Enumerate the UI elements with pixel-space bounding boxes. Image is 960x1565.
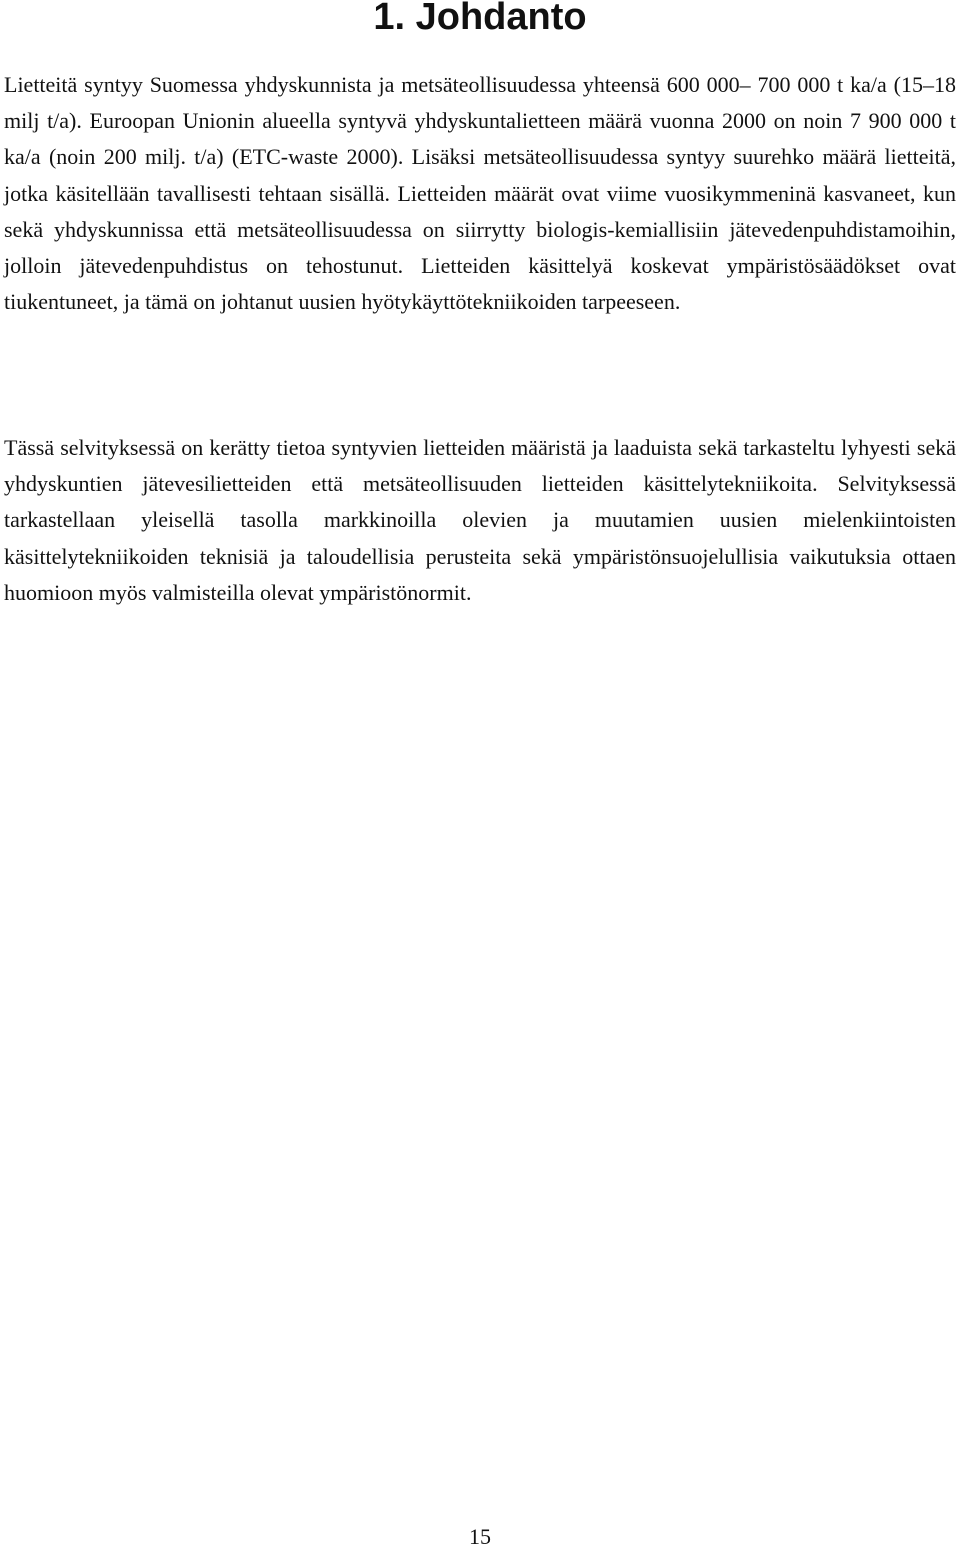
- section-heading: 1. Johdanto: [373, 0, 587, 38]
- scope-paragraph: Tässä selvityksessä on kerätty tietoa syntyvien lietteiden määristä ja laaduista sekä tarkasteltu lyhyesti sekä yhdyskuntien jätevesilietteiden että metsäteollisuuden lietteiden käsittelytekniikoita. Selvityksessä tarkastellaan yleisellä tasolla markkinoilla olevien ja muutamien uusien mielenkiintoisten käsittelytekniikoiden teknisiä ja taloudellisia perusteita sekä ympäristönsuojelullisia vaikutuksia ottaen huomioon myös valmisteilla olevat ympäristönormit.: [4, 435, 956, 605]
- page-number: 15: [469, 1524, 491, 1549]
- intro-paragraph: Lietteitä syntyy Suomessa yhdyskunnista ja metsäteollisuudessa yhteensä 600 000– 700 000 t ka/a (15–18 milj t/a). Euroopan Unionin alueella syntyvä yhdyskuntalietteen määrä vuonna 2000 on noin 7 900 000 t ka/a (noin 200 milj. t/a) (ETC-waste 2000). Lisäksi metsäteollisuudessa syntyy suurehko määrä lietteitä, jotka käsitellään tavallisesti tehtaan sisällä. Lietteiden määrät ovat viime vuosikymmeninä kasvaneet, kun sekä yhdyskunnissa että metsäteollisuudessa on siirrytty biologis-kemiallisiin jätevedenpuhdistamoihin, jolloin jätevedenpuhdistus on tehostunut. Lietteiden käsittelyä koskevat ympäristösäädökset ovat tiukentuneet, ja tämä on johtanut uusien hyötykäyttötekniikoiden tarpeeseen.: [4, 72, 956, 315]
